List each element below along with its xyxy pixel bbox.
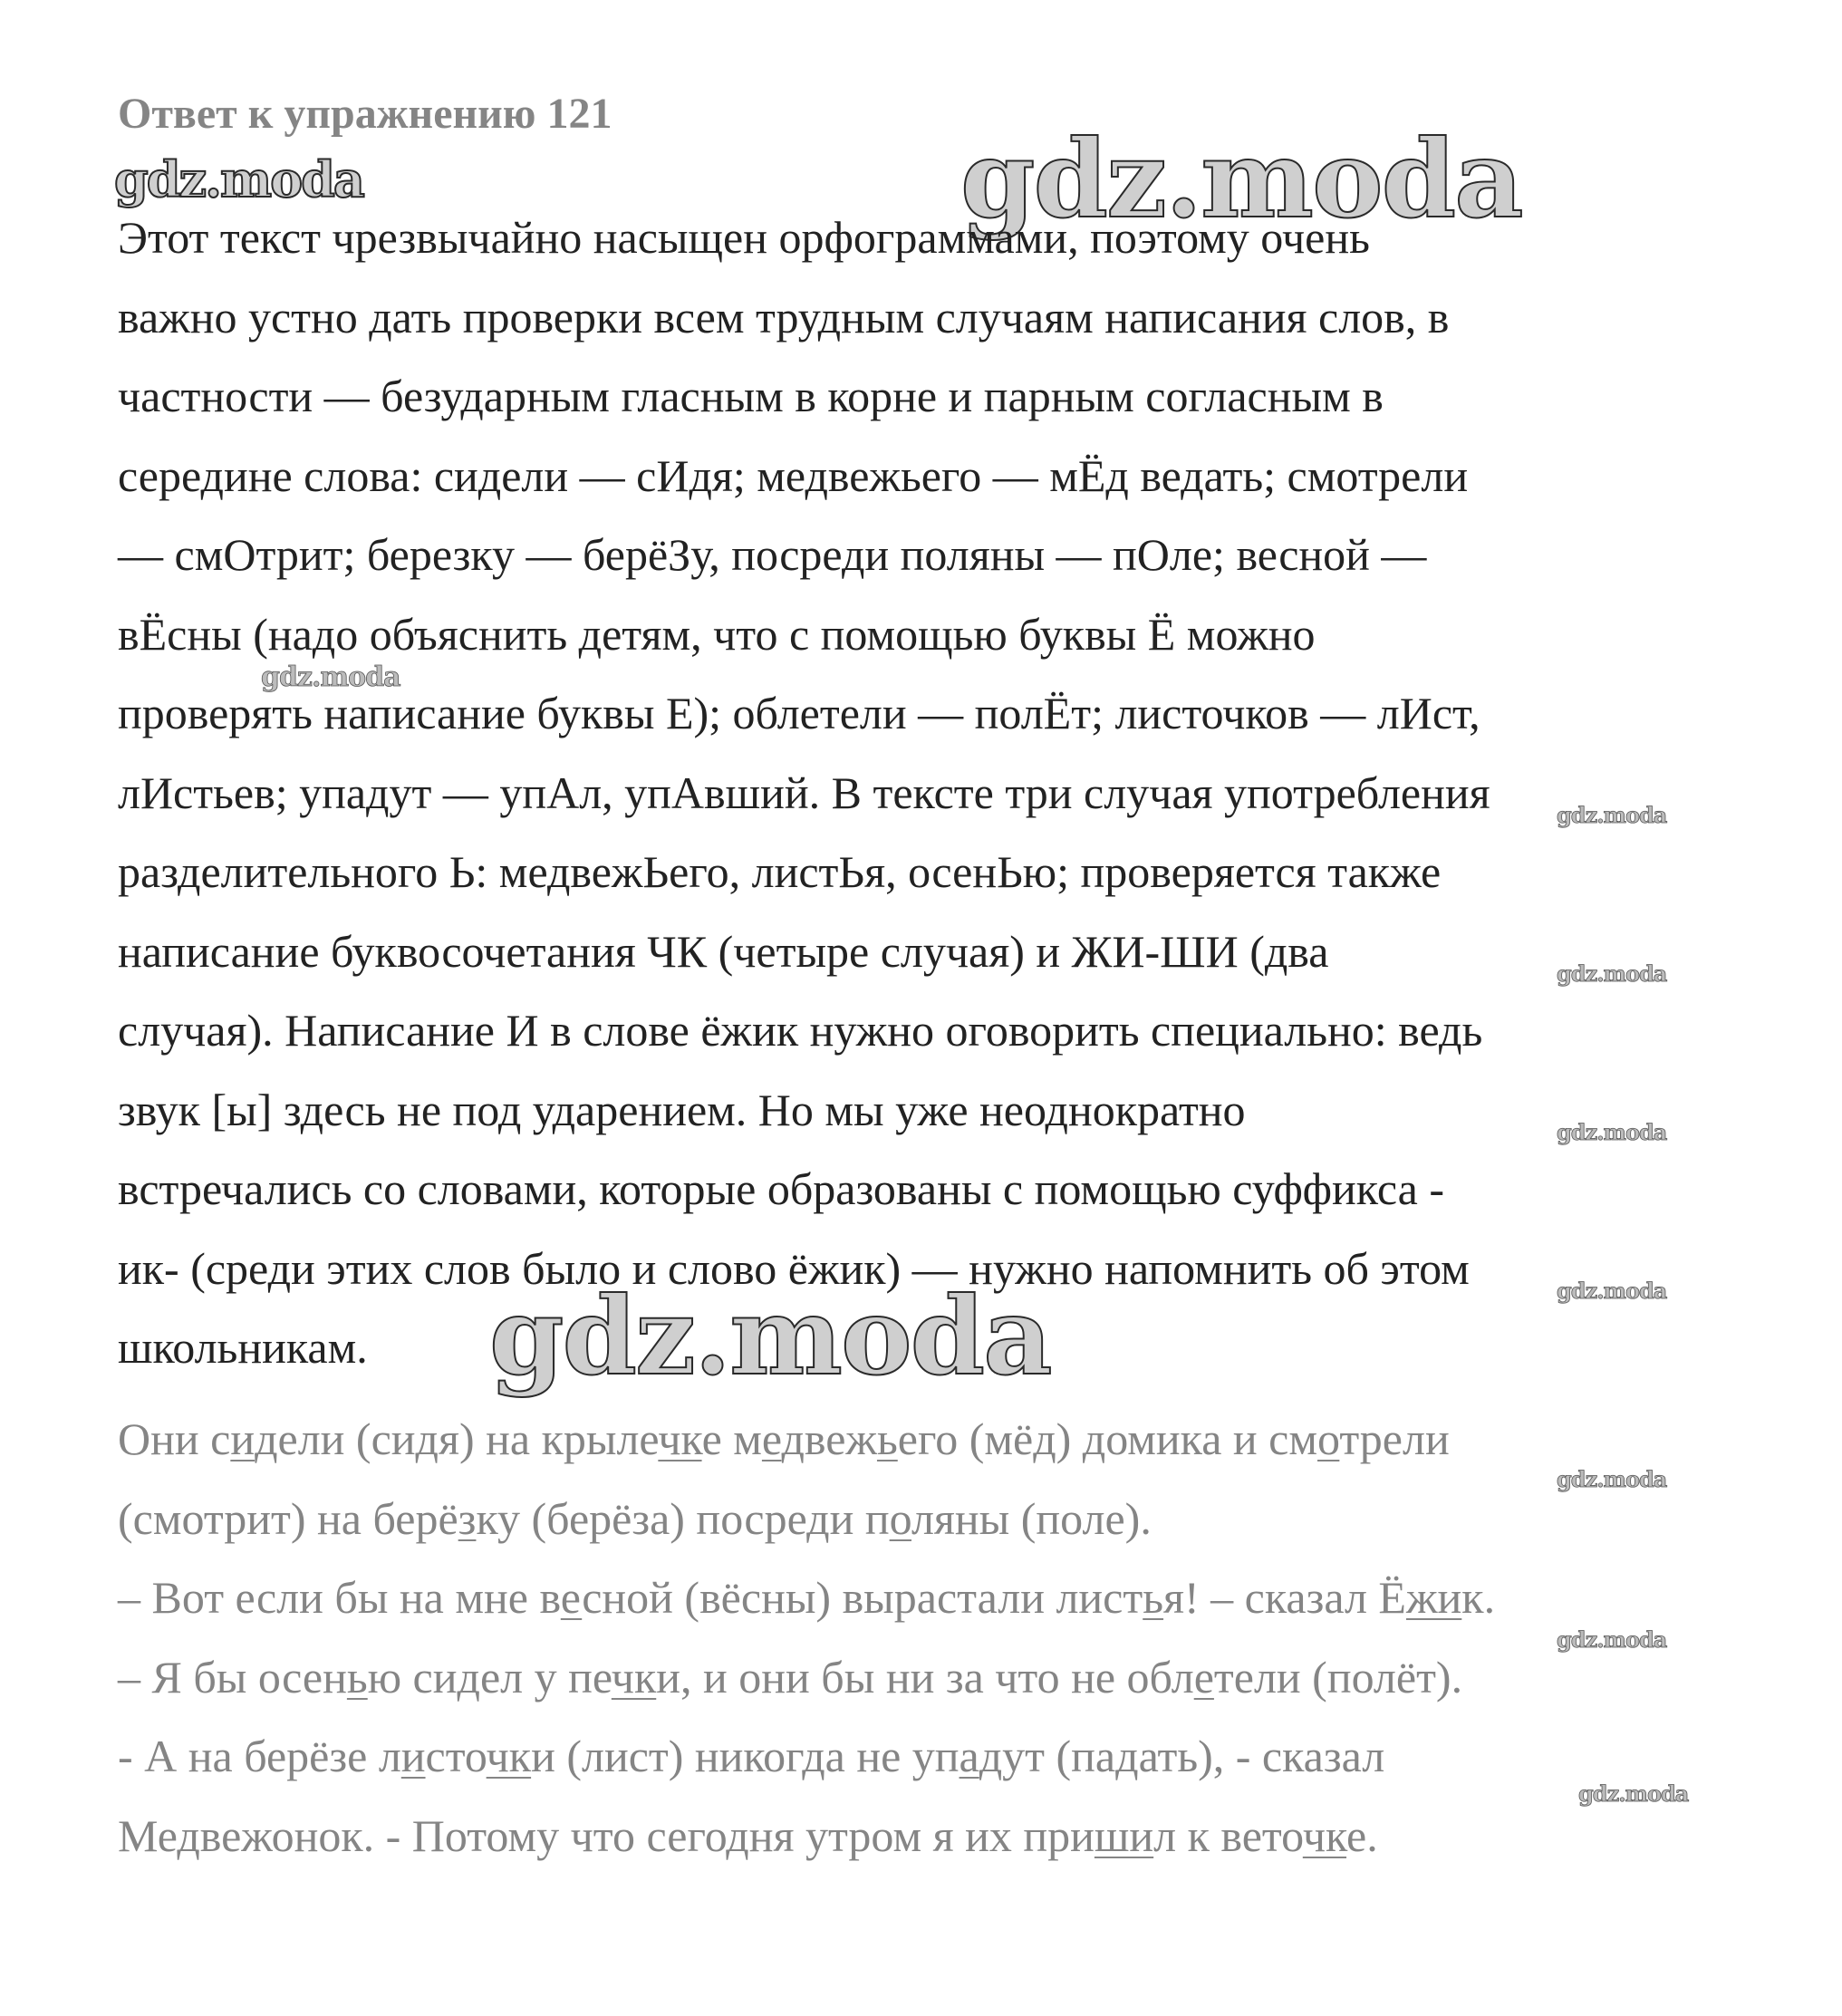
answer-text-segment: его (мёд) домика и см [897, 1413, 1317, 1464]
underlined-orthogram: е [1193, 1651, 1214, 1703]
underlined-orthogram: чк [658, 1413, 702, 1464]
page-title: Ответ к упражнению 121 [118, 90, 612, 138]
watermark-large-top: gdz.moda [960, 116, 1522, 242]
watermark-small-7: gdz.moda [1557, 1626, 1667, 1653]
paragraph-line: проверять написание буквы Е); облетели — полЁт; листочков — лИст, [118, 688, 1480, 738]
underlined-orthogram: чк [1302, 1809, 1347, 1861]
paragraph-line: звук [ы] здесь не под ударением. Но мы уже неоднократно [118, 1084, 1246, 1135]
underlined-orthogram: ь [876, 1413, 898, 1464]
answer-text-segment: сной (вёсны) вырастали лист [582, 1572, 1143, 1623]
underlined-orthogram: е [761, 1413, 782, 1464]
paragraph-line: разделительного Ь: медвежЬего, листЬя, осенЬю; проверяется также [118, 846, 1442, 897]
underlined-orthogram: о [1317, 1413, 1340, 1464]
answer-text-segment: Они с [118, 1413, 231, 1464]
answer-text-segment: (смотрит) на берё [118, 1492, 458, 1544]
answer-text-segment: е. [1346, 1809, 1378, 1861]
answer-line [118, 1809, 1767, 1888]
paragraph-line: середине слова: сидели — сИдя; медвежьего — мЁд ведать; смотрели [118, 449, 1469, 501]
answer-line [118, 1570, 1767, 1650]
underlined-orthogram: и [400, 1731, 426, 1781]
underlined-orthogram: чк [486, 1731, 532, 1781]
underlined-orthogram: о [889, 1492, 911, 1544]
paragraph-line: — смОтрит; березку — берёЗу, посреди поляны — пОле; весной — [118, 529, 1427, 580]
answer-text-segment: дели (сидя) на крыле [255, 1413, 659, 1464]
answer-text-segment: – Вот если бы на мне в [118, 1572, 561, 1623]
underlined-orthogram: чк [611, 1651, 657, 1703]
answer-line [118, 1650, 1767, 1730]
paragraph-line: ик- (среди этих слов было и слово ёжик) — нужно напомнить об этом [118, 1242, 1470, 1294]
answer-text [118, 1412, 1767, 1887]
paragraph-line: Этот текст чрезвычайно насыщен орфограммами, поэтому очень [118, 212, 1370, 263]
underlined-orthogram: ши [1094, 1809, 1154, 1861]
paragraph-line: школьникам. [118, 1322, 368, 1373]
answer-text-segment: тели (полёт). [1213, 1651, 1463, 1703]
answer-line [118, 1729, 1767, 1809]
paragraph-line: важно устно дать проверки всем трудным случаям написания слов, в [118, 291, 1450, 342]
answer-line [118, 1412, 1767, 1491]
answer-text-segment: – Я бы осен [118, 1651, 347, 1703]
underlined-orthogram: е [560, 1572, 583, 1623]
answer-text-segment: к. [1461, 1572, 1496, 1623]
answer-text-segment: и (лист) никогда не уп [531, 1731, 960, 1781]
answer-text-segment: трели [1339, 1413, 1450, 1464]
watermark-small-1: gdz.moda [261, 661, 400, 693]
answer-text-segment: и, и они бы ни за что не обл [656, 1651, 1194, 1703]
paragraph-line: случая). Написание И в слове ёжик нужно оговорить специально: ведь [118, 1005, 1483, 1056]
answer-text-segment: Медвежонок. - Потому что сегодня утром я их при [118, 1809, 1095, 1861]
paragraph-line: вЁсны (надо объяснить детям, что с помощью буквы Ё можно [118, 608, 1316, 660]
answer-text-segment: двеж [781, 1413, 877, 1464]
underlined-orthogram: ь [346, 1651, 368, 1703]
answer-text-segment: я! – сказал Ё [1163, 1572, 1406, 1623]
answer-text-segment: дут (падать), - сказал [979, 1731, 1385, 1781]
answer-line [118, 1491, 1767, 1571]
watermark-top-left: gdz.moda [114, 150, 363, 208]
answer-text-segment: сто [425, 1731, 487, 1781]
watermark-small-3: gdz.moda [1557, 960, 1667, 987]
underlined-orthogram: а [959, 1731, 979, 1781]
watermark-small-6: gdz.moda [1557, 1466, 1667, 1492]
answer-text-segment: ю сидел у пе [367, 1651, 612, 1703]
watermark-small-2: gdz.moda [1557, 802, 1667, 828]
answer-text-segment: - А на берёзе л [118, 1731, 401, 1781]
main-paragraph [118, 210, 1749, 1400]
paragraph-line: написание буквосочетания ЧК (четыре случая) и ЖИ-ШИ (два [118, 925, 1329, 977]
answer-text-segment: е м [701, 1413, 762, 1464]
paragraph-line: встречались со словами, которые образованы с помощью суффикса - [118, 1163, 1444, 1214]
underlined-orthogram: ь [1143, 1572, 1164, 1623]
answer-text-segment: л к вето [1153, 1809, 1303, 1861]
paragraph-line: лИстьев; упадут — упАл, упАвший. В тексте три случая употребления [118, 767, 1490, 818]
answer-text-segment: ку (берёза) посреди п [476, 1492, 890, 1544]
underlined-orthogram: з [458, 1492, 477, 1544]
paragraph-line: частности — безударным гласным в корне и парным согласным в [118, 371, 1384, 421]
underlined-orthogram: жи [1405, 1572, 1462, 1623]
answer-text-segment: ляны (поле). [911, 1492, 1152, 1544]
watermark-small-5: gdz.moda [1557, 1278, 1667, 1304]
underlined-orthogram: и [230, 1413, 256, 1464]
watermark-small-8: gdz.moda [1578, 1780, 1689, 1807]
watermark-large-middle: gdz.moda [489, 1273, 1051, 1399]
watermark-small-4: gdz.moda [1557, 1119, 1667, 1145]
